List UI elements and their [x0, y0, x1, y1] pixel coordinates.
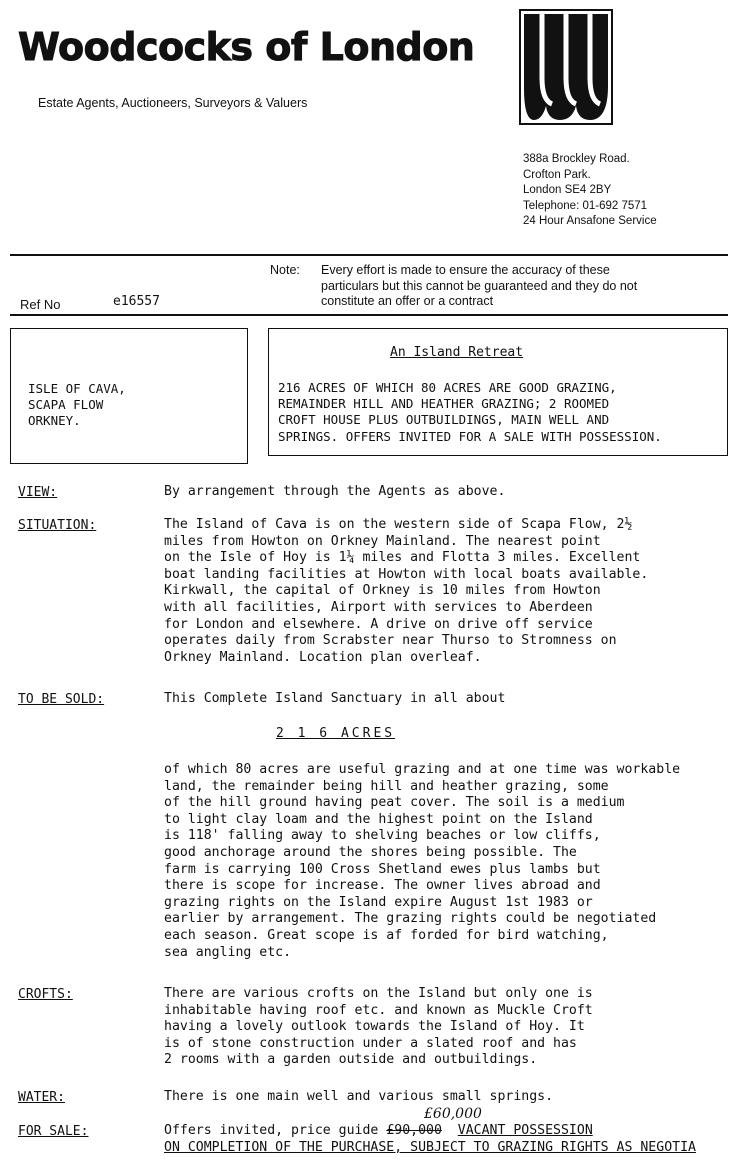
- ref-label: Ref No: [20, 297, 61, 312]
- header-divider: [10, 254, 728, 256]
- location-line: ORKNEY.: [28, 413, 81, 428]
- sold-line: land, the remainder being hill and heather grazing, some: [164, 778, 609, 794]
- crofts-line: 2 rooms with a garden outside and outbuildings.: [164, 1052, 538, 1068]
- note-line: particulars but this cannot be guaranteed and they do not: [321, 278, 638, 293]
- summary-line: REMAINDER HILL AND HEATHER GRAZING; 2 ROOMED: [278, 396, 610, 412]
- handwritten-price: £60,000: [424, 1106, 482, 1122]
- location-line: ISLE OF CAVA,: [28, 381, 126, 396]
- water-text: [164, 1089, 553, 1106]
- to-be-sold-label: TO BE SOLD:: [18, 692, 105, 707]
- situation-line: Kirkwall, the capital of Orkney is 10 miles from Howton: [164, 583, 601, 599]
- sold-line: is 118' falling away to shelving beaches or low cliffs,: [164, 828, 601, 844]
- location-line: SCAPA FLOW: [28, 397, 104, 412]
- acres-heading: 2 1 6 ACRES: [276, 726, 396, 741]
- water-line: There is one main well and various small springs.: [164, 1089, 554, 1104]
- address-line: Crofton Park.: [523, 168, 591, 181]
- struck-price: £90,000: [386, 1123, 442, 1138]
- sold-line: there is scope for increase. The owner lives abroad and: [164, 878, 601, 894]
- situation-line: with all facilities, Airport with services to Aberdeen: [164, 599, 593, 615]
- vacant-possession: VACANT POSSESSION: [457, 1123, 593, 1138]
- note-label: Note:: [270, 263, 300, 277]
- ref-number: e16557: [113, 294, 160, 309]
- for-sale-text: [164, 1123, 696, 1156]
- company-logo: [518, 8, 614, 126]
- telephone-line: Telephone: 01-692 7571: [523, 199, 648, 212]
- crofts-text: [164, 986, 593, 1069]
- summary-line: SPRINGS. OFFERS INVITED FOR A SALE WITH POSSESSION.: [278, 428, 662, 444]
- sold-line: sea angling etc.: [164, 944, 292, 960]
- situation-line: Orkney Mainland. Location plan overleaf.: [164, 649, 482, 665]
- agent-address: [523, 152, 657, 230]
- ref-divider: [10, 314, 728, 316]
- sold-line: of which 80 acres are useful grazing and at one time was workable: [164, 762, 681, 777]
- sold-line: grazing rights on the Island expire August 1st 1983 or: [164, 894, 593, 910]
- note-line: constitute an offer or a contract: [321, 294, 494, 308]
- crofts-line: inhabitable having roof etc. and known as Muckle Croft: [164, 1002, 593, 1018]
- ansafone-line: 24 Hour Ansafone Service: [523, 215, 657, 227]
- crofts-line: is of stone construction under a slated roof and has: [164, 1035, 577, 1051]
- summary-title: An Island Retreat: [390, 345, 524, 360]
- sold-line: each season. Great scope is af forded for bird watching,: [164, 927, 609, 943]
- crofts-label: CROFTS:: [18, 987, 73, 1002]
- view-line: By arrangement through the Agents as above.: [164, 484, 506, 499]
- brand-name: Woodcocks of London: [18, 25, 475, 69]
- note-line: Every effort is made to ensure the accuracy of these: [321, 263, 610, 277]
- address-line: London SE4 2BY: [523, 184, 612, 196]
- view-label: VIEW:: [18, 485, 58, 500]
- price-prefix: Offers invited, price guide: [164, 1123, 387, 1138]
- view-text: [164, 484, 505, 501]
- property-summary: [278, 380, 662, 445]
- situation-label: SITUATION:: [18, 518, 97, 533]
- tagline: Estate Agents, Auctioneers, Surveyors & Valuers: [38, 96, 308, 110]
- disclaimer-note: [321, 263, 731, 310]
- for-sale-label: FOR SALE:: [18, 1124, 89, 1139]
- completion-terms: ON COMPLETION OF THE PURCHASE, SUBJECT TO GRAZING RIGHTS AS NEGOTIA: [164, 1139, 696, 1155]
- sold-line: good anchorage around the shores being possible. The: [164, 844, 577, 860]
- property-location: [28, 381, 126, 429]
- to-be-sold-text: [164, 762, 680, 961]
- sold-line: farm is carrying 100 Cross Shetland ewes plus lambs but: [164, 861, 601, 877]
- crofts-line: There are various crofts on the Island but only one is: [164, 986, 593, 1001]
- situation-text: [164, 517, 648, 666]
- situation-line: The Island of Cava is on the western side of Scapa Flow, 2½: [164, 517, 633, 532]
- sold-line: earlier by arrangement. The grazing rights could be negotiated: [164, 911, 657, 927]
- crofts-line: having a lovely outlook towards the Island of Hoy. It: [164, 1019, 585, 1035]
- water-label: WATER:: [18, 1090, 65, 1105]
- summary-line: 216 ACRES OF WHICH 80 ACRES ARE GOOD GRAZING,: [278, 380, 617, 395]
- situation-line: operates daily from Scrabster near Thurso to Stromness on: [164, 633, 617, 649]
- situation-line: on the Isle of Hoy is 1¼ miles and Flotta 3 miles. Excellent: [164, 550, 641, 566]
- summary-line: CROFT HOUSE PLUS OUTBUILDINGS, MAIN WELL AND: [278, 412, 610, 428]
- situation-line: miles from Howton on Orkney Mainland. The nearest point: [164, 533, 601, 549]
- sold-line: of the hill ground having peat cover. The soil is a medium: [164, 795, 625, 811]
- situation-line: for London and elsewhere. A drive on drive off service: [164, 616, 593, 632]
- sold-line: to light clay loam and the highest point on the Island: [164, 811, 593, 827]
- to-be-sold-intro: This Complete Island Sanctuary in all about: [164, 691, 506, 706]
- situation-line: boat landing facilities at Howton with local boats available.: [164, 566, 649, 582]
- address-line: 388a Brockley Road.: [523, 153, 630, 165]
